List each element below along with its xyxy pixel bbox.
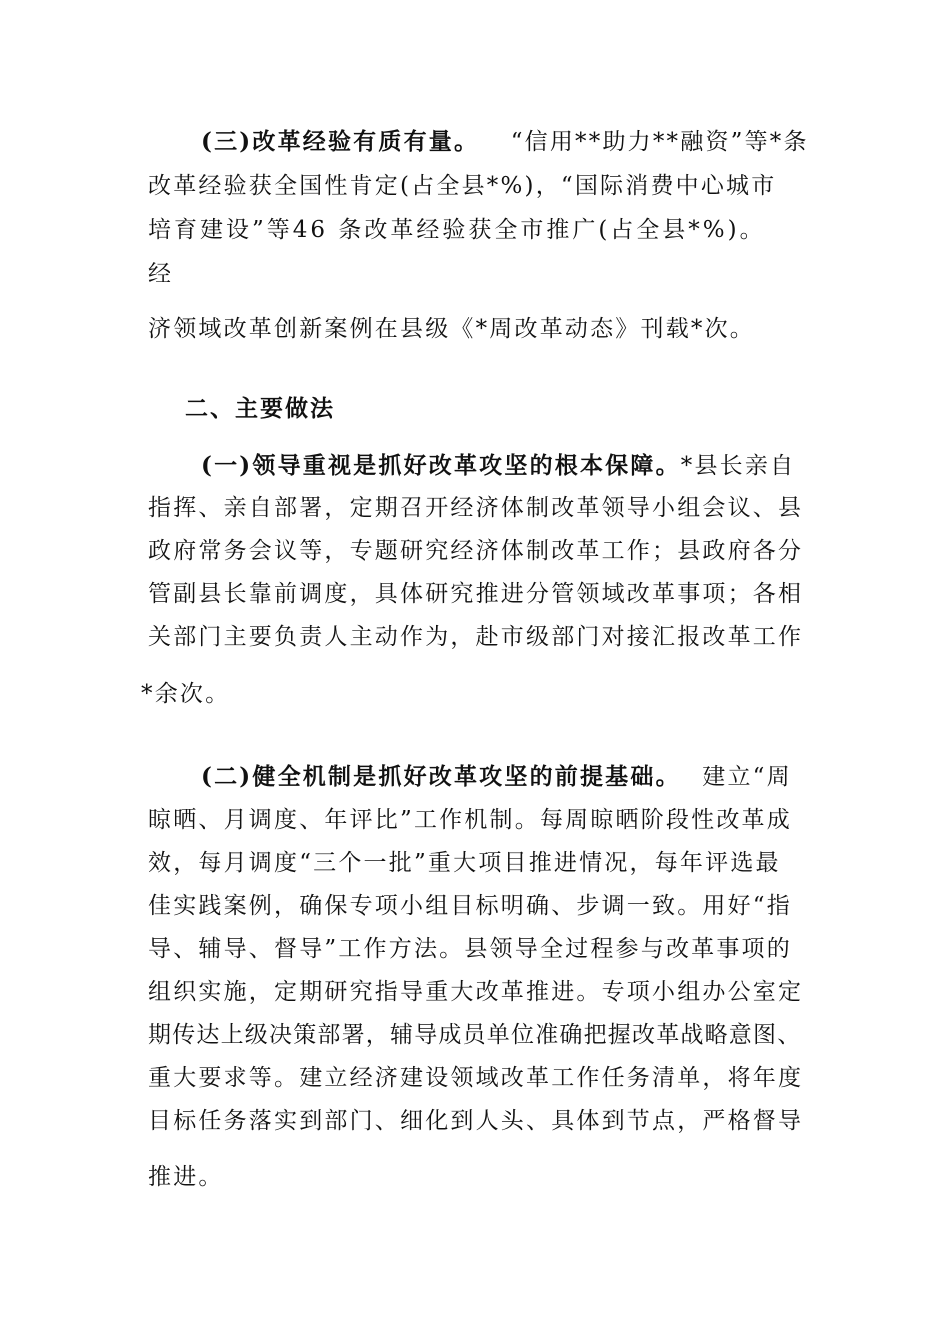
item1-lead-line	[201, 451, 795, 481]
item2-line-9: 推进。	[148, 1164, 224, 1190]
item1-line-4: 关部门主要负责人主动作为，赴市级部门对接汇报改革工作	[148, 624, 804, 650]
section-heading-main-practices: 二、主要做法	[185, 395, 335, 422]
item2-line-4: 导、辅导、督导”工作方法。县领导全过程参与改革事项的	[148, 936, 792, 962]
item1-lead-rest: *县长亲自	[680, 453, 796, 479]
section3-lead-line	[201, 127, 809, 157]
section3-line-4: 济领域改革创新案例在县级《*周改革动态》刊载*次。	[148, 316, 755, 342]
item2-line-2: 效，每月调度“三个一批”重大项目推进情况，每年评选最	[148, 850, 781, 876]
section3-line-1: 改革经验获全国性肯定(占全县*%)，“国际消费中心城市	[148, 173, 777, 199]
item2-lead-rest: 建立“周	[702, 764, 792, 790]
item1-line-3: 管副县长靠前调度，具体研究推进分管领域改革事项；各相	[148, 581, 804, 607]
item2-line-6: 期传达上级决策部署，辅导成员单位准确把握改革战略意图、	[148, 1022, 802, 1048]
item1-lead-bold: (一)领导重视是抓好改革攻坚的根本保障。	[201, 452, 681, 479]
item1-line-1: 指挥、亲自部署，定期召开经济体制改革领导小组会议、县	[148, 495, 804, 521]
item2-line-1: 晾晒、月调度、年评比”工作机制。每周晾晒阶段性改革成	[148, 807, 792, 833]
item1-line-5: *余次。	[141, 681, 231, 707]
item2-line-7: 重大要求等。建立经济建设领域改革工作任务清单，将年度	[148, 1065, 804, 1091]
item2-lead-bold: (二)健全机制是抓好改革攻坚的前提基础。	[201, 763, 681, 790]
item1-line-2: 政府常务会议等，专题研究经济体制改革工作；县政府各分	[148, 538, 804, 564]
section3-lead-rest: “信用**助力**融资”等*条	[510, 129, 809, 155]
item2-line-3: 佳实践案例，确保专项小组目标明确、步调一致。用好“指	[148, 893, 792, 919]
section3-line-3: 经	[148, 261, 174, 287]
item2-line-8: 目标任务落实到部门、细化到人头、具体到节点，严格督导	[148, 1108, 804, 1134]
section3-line-2: 培育建设”等46 条改革经验获全市推广(占全县*%)。	[148, 217, 766, 243]
section3-lead-bold: (三)改革经验有质有量。	[201, 128, 480, 155]
item2-lead-line	[201, 762, 792, 792]
item2-line-5: 组织实施，定期研究指导重大改革推进。专项小组办公室定	[148, 979, 804, 1005]
